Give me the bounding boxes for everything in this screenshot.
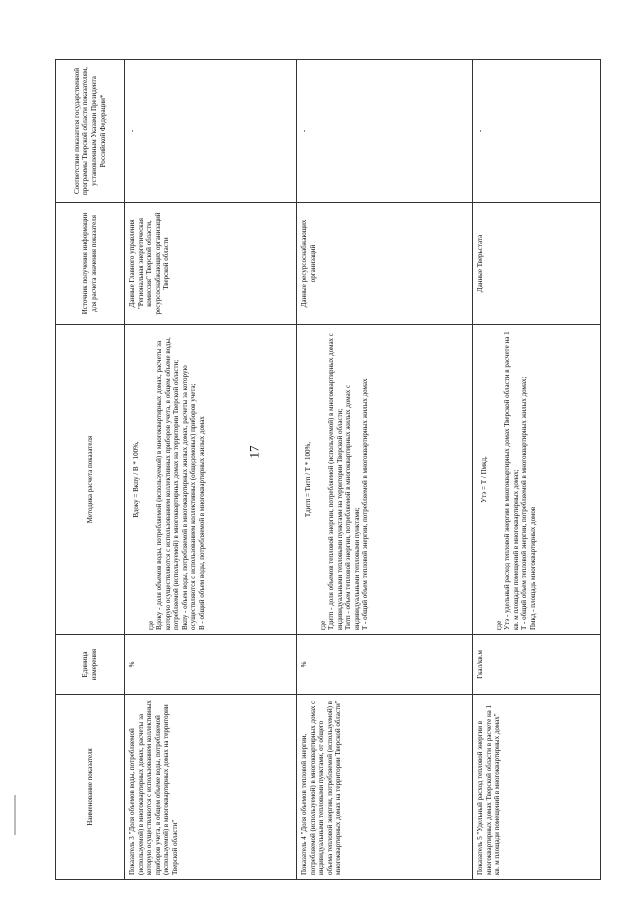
- where-label: где: [494, 620, 503, 630]
- definition: Вкпу - объем воды, потребляемой в многоквартирных жилых домах, расчеты за которую осуществляются с использованием коллективных (общедомовых) приборов учета;: [180, 365, 198, 630]
- header-method: Методика расчета показателя: [56, 325, 125, 635]
- header-compliance: Соответствие показателя государственной программы Тверской области показателям, установленным Указами Президента Российской Федерации*: [56, 60, 125, 203]
- formula: Тдитп = Титп / Т * 100%,: [304, 441, 312, 518]
- indicator-source: Данные Тверьстата: [473, 203, 601, 325]
- indicator-method: [125, 325, 297, 635]
- table-header-row: [56, 60, 125, 880]
- header-name: Наименование показателя: [56, 695, 125, 880]
- definition: Пмкд - площадь многоквартирных домов: [528, 506, 537, 630]
- header-source: Источник получения информации для расчета значения показателя: [56, 203, 125, 325]
- definition: Титп - объем тепловой энергии, потребляемой в многоквартирных жилых домах с индивидуальными тепловыми пунктами;: [344, 384, 361, 630]
- table-row: [125, 60, 297, 880]
- header-unit: Единица измерения: [56, 635, 125, 695]
- indicator-source: Данные Главного управления "Региональная энергетическая комиссия" Тверской области, ресурсоснабжающих организаций Тверской области: [125, 203, 297, 325]
- indicator-method: [473, 325, 601, 635]
- indicator-unit: %: [125, 635, 297, 695]
- indicator-compliance: -: [125, 60, 297, 203]
- indicator-compliance: -: [473, 60, 601, 203]
- indicator-unit: Гкал/кв.м: [473, 635, 601, 695]
- indicator-unit: %: [297, 635, 473, 695]
- formula: Вдоку = Вкпу / В * 100%,: [132, 441, 140, 518]
- where-label: где: [318, 620, 327, 630]
- indicator-name: Показатель 3 "Доля объемов воды, потребляемой (используемой) в многоквартирных домах, расчеты за которую осуществляются с использованием коллективных приборов учета, в общем объеме воды, потребляемой (используемой) в многоквартирных домах на территории Тверской области": [125, 695, 297, 880]
- definition: Т - общий объем тепловой энергии, потребляемой в многоквартирных жилых домах;: [520, 376, 529, 630]
- formula: Утэ = Т / Пмкд,: [480, 456, 488, 503]
- where-label: где: [146, 620, 155, 630]
- definition: Т - общий объем тепловой энергии, потребляемой в многоквартирных жилых домах: [361, 378, 370, 630]
- indicator-compliance: -: [297, 60, 473, 203]
- indicator-name: Показатель 4 "Доля объемов тепловой энергии, потребляемой (используемой) в многоквартирных домах с индивидуальными тепловыми пунктами, от общего объема тепловой энергии, потребляемой (используемой) в многоквартирных домах на территории Тверской области": [297, 695, 473, 880]
- definition: Утэ - удельный расход тепловой энергии в многоквартирных домах Тверской области в расчете на 1 кв. м площади помещений в многоквартирных домах;: [503, 331, 520, 630]
- table-row: [473, 60, 601, 880]
- indicator-method: [297, 325, 473, 635]
- indicators-table: [55, 59, 601, 880]
- indicator-name: Показатель 5 "Удельный расход тепловой энергии в многоквартирных домах Тверской области в расчете на 1 кв. м площади помещений в многоквартирных домах": [473, 695, 601, 880]
- definition: Тдитп - доля объемов тепловой энергии, потребляемой (используемой) в многоквартирных домах с индивидуальными тепловыми пунктами на территории Тверской области;: [327, 333, 344, 630]
- page-number: 17: [246, 445, 262, 459]
- rotated-table-wrapper: [55, 60, 601, 880]
- table-row: [297, 60, 473, 880]
- indicator-source: Данные ресурсоснабжающих организаций: [297, 203, 473, 325]
- definition: Вдоку - доля объемов воды, потребляемой (используемой) в многоквартирных домах, расчеты за которую осуществляются с использованием коллективных приборов учета, в общем объеме воды, потребляемой (используемой) в многоквартирных домах на территории Тверской области;: [155, 337, 181, 630]
- scan-edge-mark: [14, 795, 16, 835]
- definition: В - общий объем воды, потребляемой в многоквартирных жилых домах: [197, 416, 206, 630]
